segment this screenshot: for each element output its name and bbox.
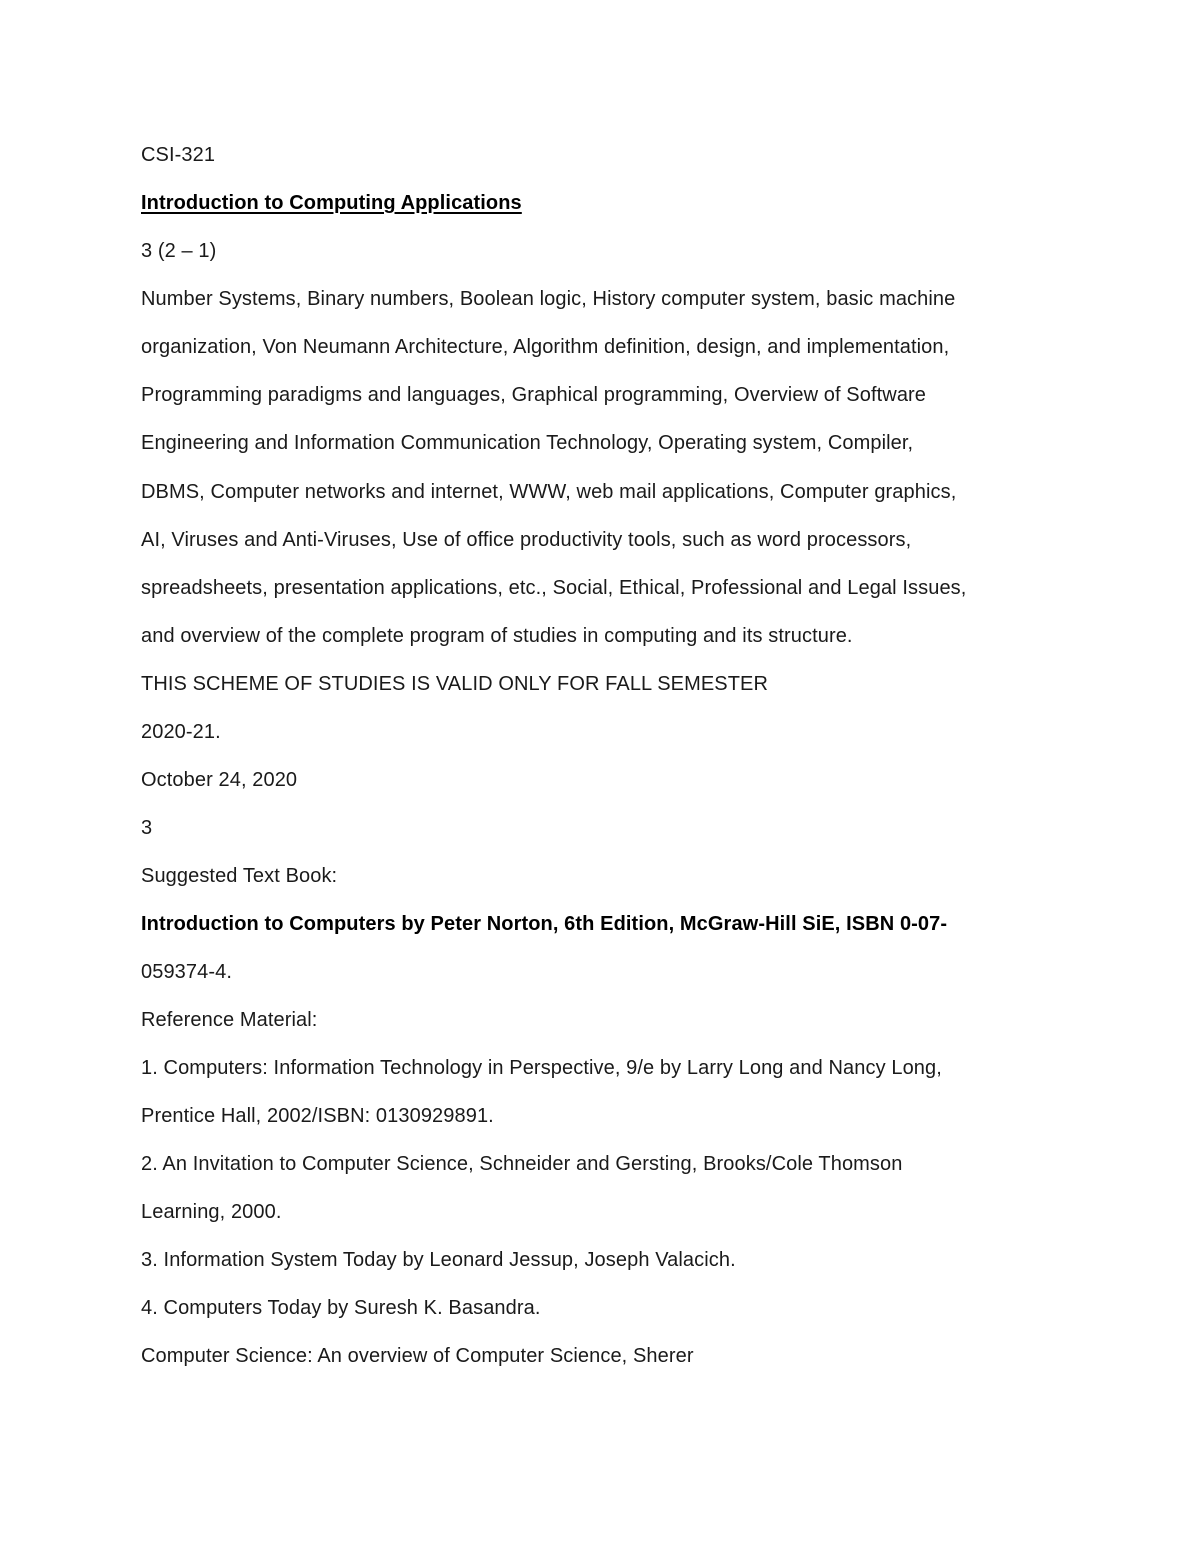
validity-notice: THIS SCHEME OF STUDIES IS VALID ONLY FOR FALL SEMESTER <box>141 673 769 695</box>
reference-item: Learning, 2000. <box>141 1201 282 1223</box>
reference-item: Computer Science: An overview of Computer Science, Sherer <box>141 1345 694 1367</box>
textbook-heading: Suggested Text Book: <box>141 865 338 887</box>
description-line: Programming paradigms and languages, Graphical programming, Overview of Software <box>141 384 927 406</box>
reference-item: 3. Information System Today by Leonard Jessup, Joseph Valacich. <box>141 1249 736 1271</box>
description-line: AI, Viruses and Anti-Viruses, Use of office productivity tools, such as word processors, <box>141 529 912 551</box>
reference-item: 1. Computers: Information Technology in Perspective, 9/e by Larry Long and Nancy Long, <box>141 1057 942 1079</box>
validity-notice: 2020-21. <box>141 721 221 743</box>
course-title: Introduction to Computing Applications <box>141 192 522 214</box>
page-number: 3 <box>141 817 153 839</box>
description-line: spreadsheets, presentation applications, etc., Social, Ethical, Professional and Legal Issues, <box>141 577 967 599</box>
description-line: Number Systems, Binary numbers, Boolean logic, History computer system, basic machine <box>141 288 956 310</box>
description-line: organization, Von Neumann Architecture, Algorithm definition, design, and implementation, <box>141 336 950 358</box>
reference-item: 2. An Invitation to Computer Science, Schneider and Gersting, Brooks/Cole Thomson <box>141 1153 903 1175</box>
description-line: Engineering and Information Communication Technology, Operating system, Compiler, <box>141 432 914 454</box>
credit-hours: 3 (2 – 1) <box>141 240 217 262</box>
document-date: October 24, 2020 <box>141 769 298 791</box>
description-line: and overview of the complete program of studies in computing and its structure. <box>141 625 853 647</box>
reference-item: Prentice Hall, 2002/ISBN: 0130929891. <box>141 1105 494 1127</box>
textbook-isbn: 059374-4. <box>141 961 232 983</box>
reference-item: 4. Computers Today by Suresh K. Basandra. <box>141 1297 541 1319</box>
description-line: DBMS, Computer networks and internet, WWW, web mail applications, Computer graphics, <box>141 481 957 503</box>
reference-heading: Reference Material: <box>141 1009 318 1031</box>
course-code: CSI-321 <box>141 144 216 166</box>
textbook-title: Introduction to Computers by Peter Norton, 6th Edition, McGraw-Hill SiE, ISBN 0-07- <box>141 913 948 935</box>
